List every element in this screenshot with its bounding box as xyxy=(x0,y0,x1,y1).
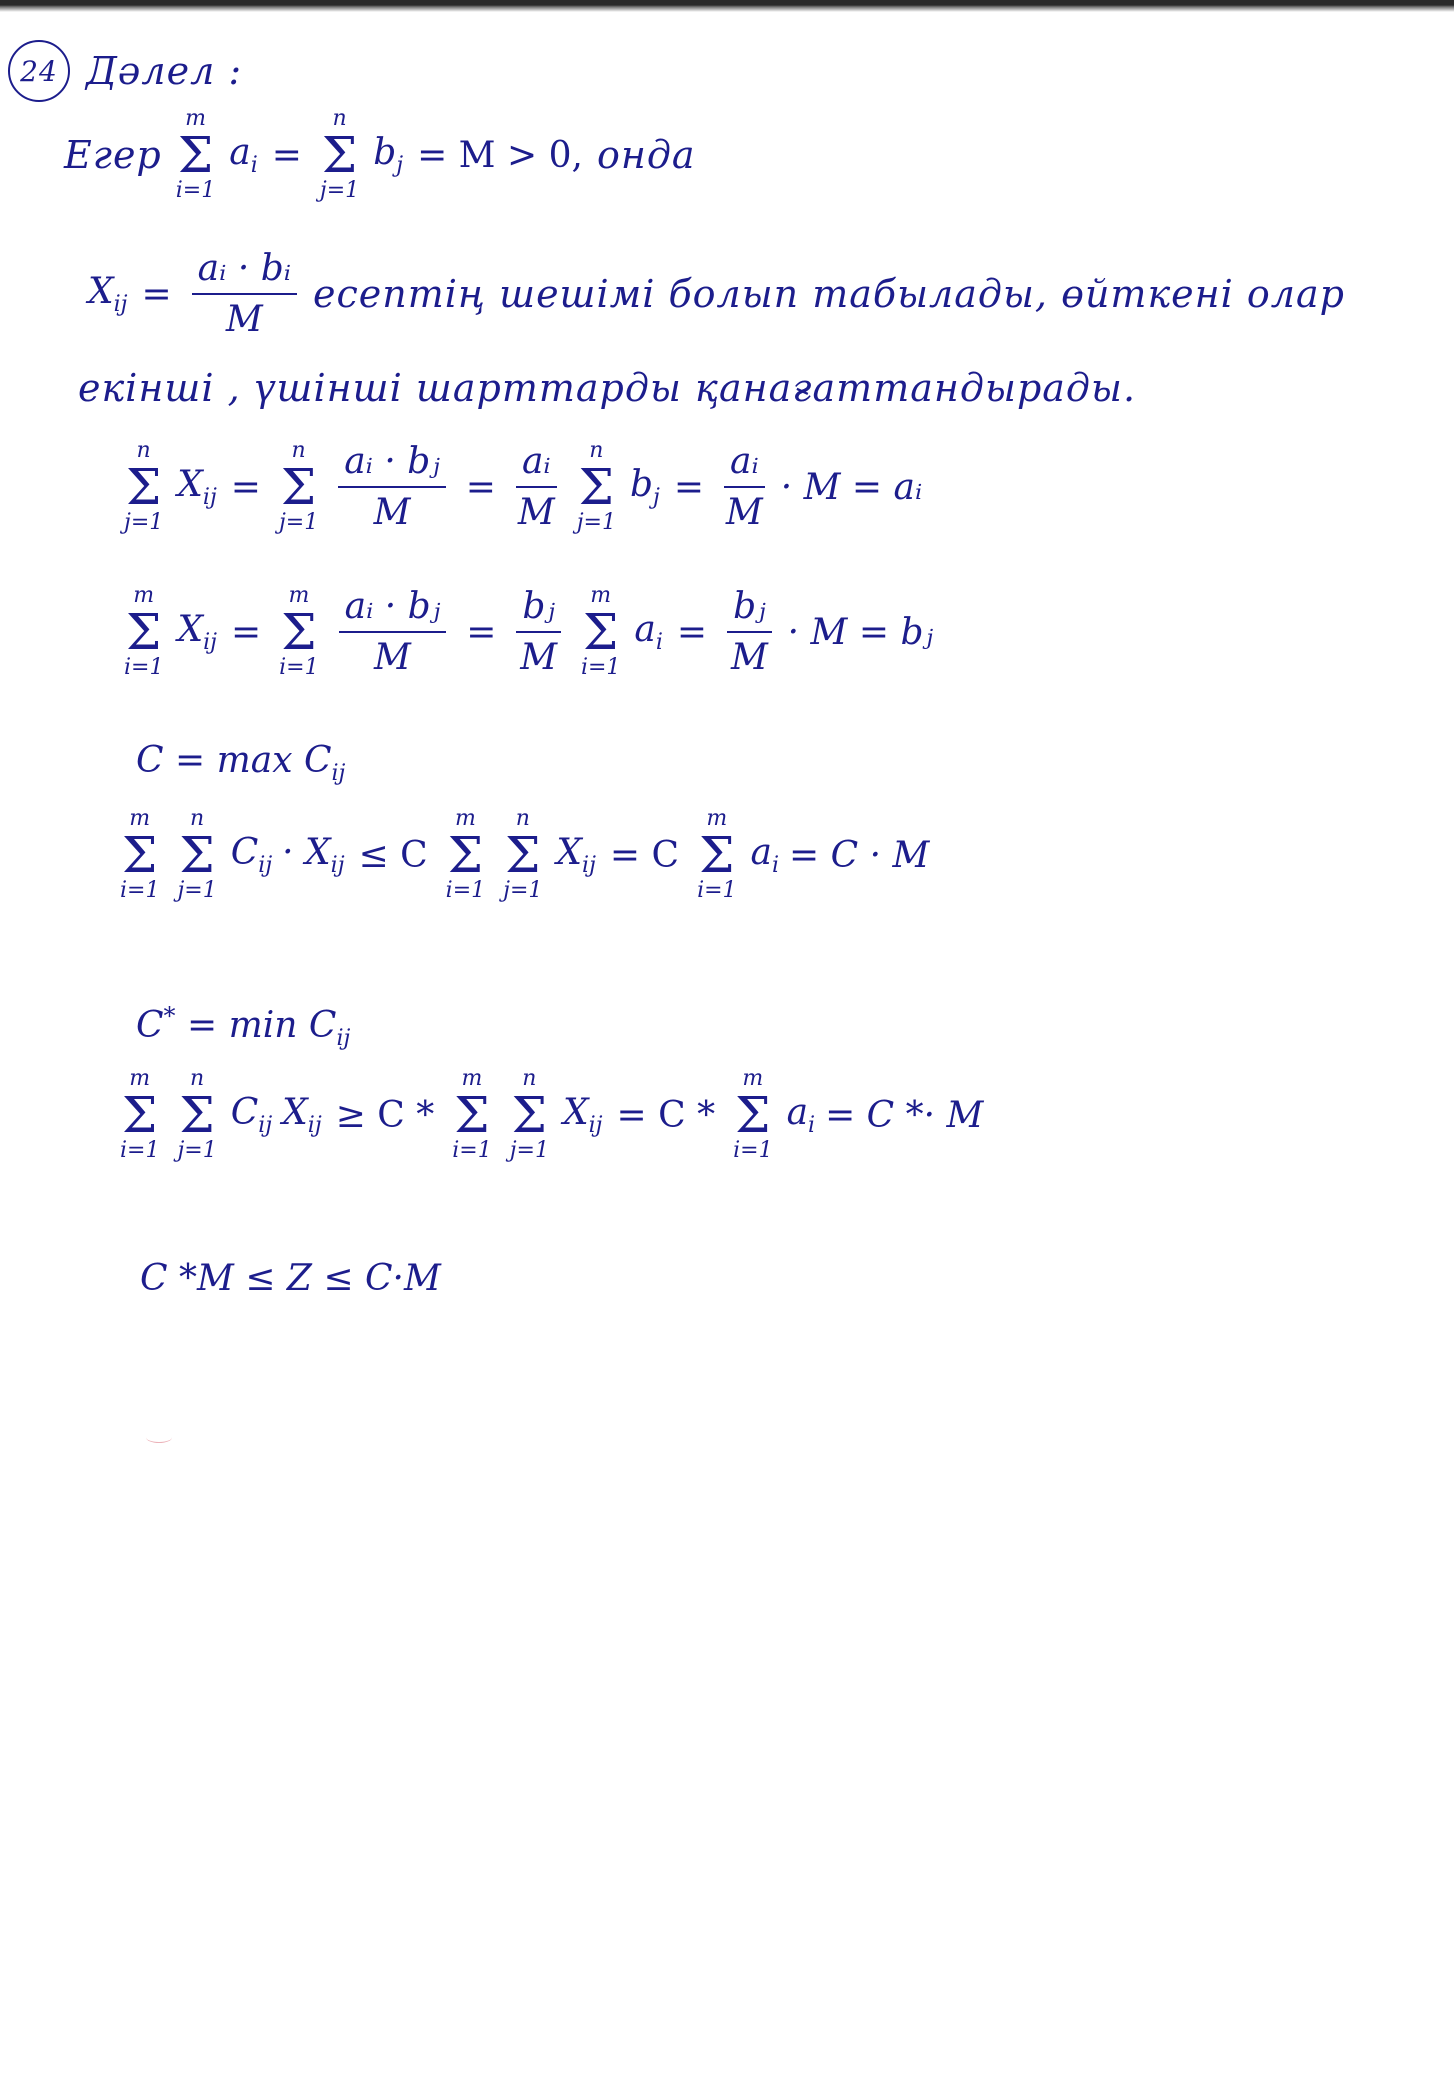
sum-symbol: n Σ j=1 xyxy=(509,1066,549,1163)
c-max-definition: $C = \max C_{ij}$ xyxy=(136,740,346,787)
explanation-text-2: екінші , үшінші шарттарды қанағаттандырады. xyxy=(78,366,1137,410)
term-b: $b_j$ xyxy=(373,131,404,179)
fraction: $\frac{\text{aᵢ}}{M}$ xyxy=(725,440,763,533)
explanation-text: есептің шешімі болып табылады, өйткені олар xyxy=(313,272,1345,317)
solution-definition-line xyxy=(88,248,1345,341)
prefix-word: Егер xyxy=(64,133,162,177)
fraction: $\frac{\text{aᵢ · bⱼ}}{M}$ xyxy=(339,586,447,679)
fraction: $\frac{\text{bⱼ}}{M}$ xyxy=(516,586,561,679)
sum-symbol: n Σ j=1 xyxy=(503,806,543,903)
sum-symbol: m Σ i=1 xyxy=(120,1066,160,1163)
sum-symbol: n Σ j=1 xyxy=(319,106,360,203)
sum-symbol: m Σ i=1 xyxy=(124,583,164,680)
sum-symbol: n Σ j=1 xyxy=(177,1066,217,1163)
lower-bound-inequality: m Σ i=1 n Σ j=1 $C_{ij}$ $X_{ij}$ ≥ C * m Σ i=1 n Σ j=1 $X_{ij}$ = C * m Σ i=1 $a_i$ = C *· M xyxy=(120,1066,984,1163)
condition-tail: = M > 0, xyxy=(417,134,583,176)
fraction: $\frac{\text{aᵢ}}{M}$ xyxy=(517,440,555,533)
fraction: $\frac{\text{aᵢ · bⱼ}}{M}$ xyxy=(338,441,446,534)
row-sum-equation: n Σ j=1 $X_{ij}$ = n Σ j=1 $\frac{\text{aᵢ · bⱼ}}{M}$ = $\frac{\text{aᵢ}}{M}$ n Σ j=1 $b_j$ = $\frac{\text{aᵢ}}{M}$ · M = aᵢ xyxy=(124,438,923,535)
problem-number-badge: 24 xyxy=(8,40,70,102)
sum-symbol: n Σ j=1 xyxy=(278,438,319,535)
heading-word: Дәлел : xyxy=(86,49,243,93)
sum-symbol: n Σ j=1 xyxy=(124,438,164,535)
sum-symbol: m Σ i=1 xyxy=(697,806,737,903)
sum-symbol: n Σ j=1 xyxy=(177,806,217,903)
stray-pink-mark xyxy=(146,1432,172,1443)
sum-symbol: m Σ i=1 xyxy=(445,806,486,903)
column-sum-equation: m Σ i=1 $X_{ij}$ = m Σ i=1 $\frac{\text{aᵢ · bⱼ}}{M}$ = $\frac{\text{bⱼ}}{M}$ m Σ i=1 $a_i$ = $\frac{\text{bⱼ}}{M}$ · M = bⱼ xyxy=(124,583,934,680)
sum-symbol: m Σ i=1 xyxy=(175,106,216,203)
sum-symbol: n Σ j=1 xyxy=(576,438,616,535)
fraction: $\frac{\text{bⱼ}}{M}$ xyxy=(727,586,772,679)
condition-line xyxy=(64,108,696,202)
sum-symbol: m Σ i=1 xyxy=(279,583,319,680)
explanation-continued xyxy=(78,366,1136,410)
sum-symbol: m Σ i=1 xyxy=(120,806,160,903)
upper-bound-inequality: m Σ i=1 n Σ j=1 $C_{ij}$ · $X_{ij}$ ≤ C m Σ i=1 n Σ j=1 $X_{ij}$ = C m Σ i=1 $a_i$ = C · M xyxy=(120,806,930,903)
fraction: $\frac{\text{aᵢ · bᵢ}}{M}$ xyxy=(192,248,297,341)
final-bound: C *M ≤ Z ≤ C·M xyxy=(140,1258,441,1299)
sum-symbol: m Σ i=1 xyxy=(580,583,621,680)
x-ij: $X_{ij}$ xyxy=(88,271,128,318)
suffix-word: онда xyxy=(596,133,696,177)
heading xyxy=(8,40,242,102)
equals-sign: = xyxy=(271,134,302,176)
sum-symbol: m Σ i=1 xyxy=(733,1066,773,1163)
equals-sign: = xyxy=(141,273,172,315)
c-min-definition: $C^* = \min C_{ij}$ xyxy=(136,1002,351,1052)
sum-symbol: m Σ i=1 xyxy=(452,1066,492,1163)
term-a: $a_i$ xyxy=(229,131,258,179)
